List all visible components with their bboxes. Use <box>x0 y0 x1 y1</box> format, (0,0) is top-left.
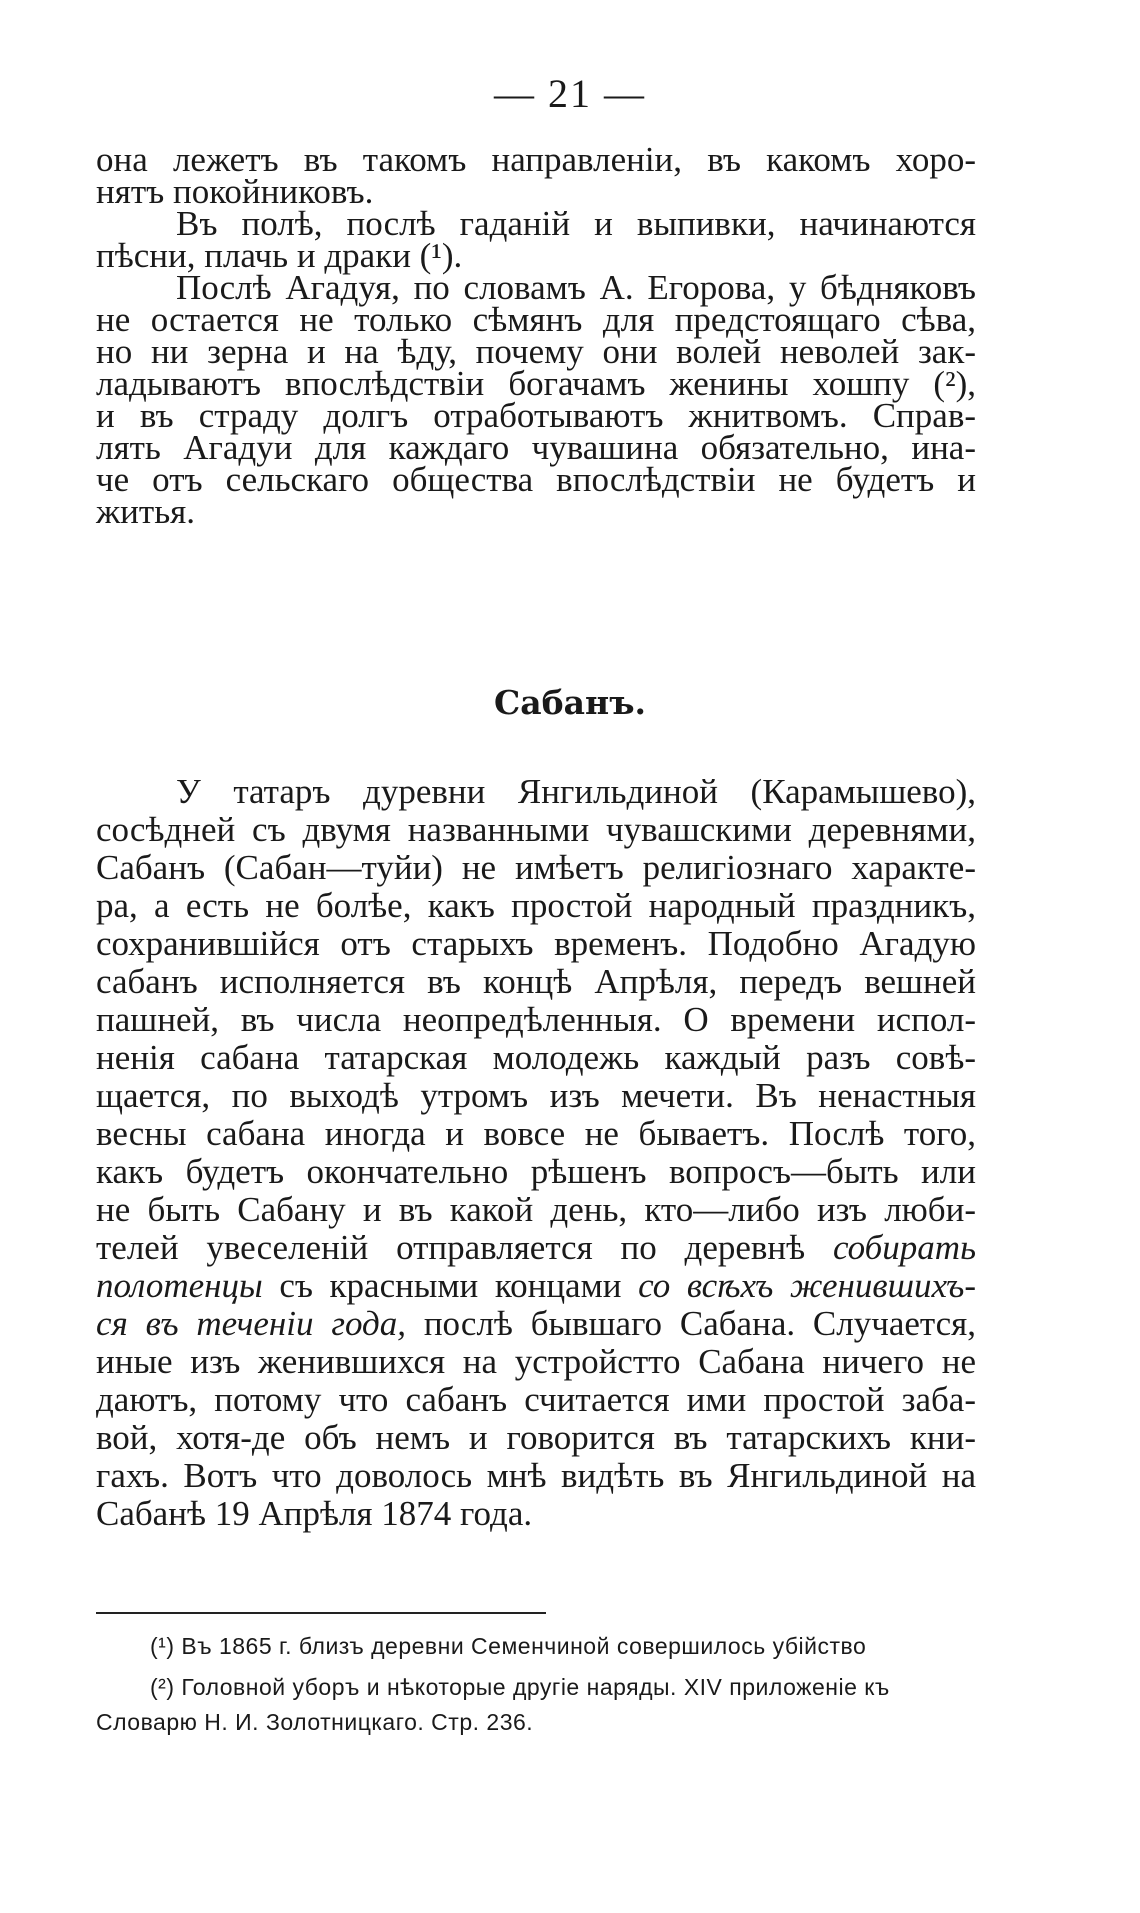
text-line: сабанъ исполняется въ концѣ Апрѣля, передъ вешней <box>96 962 976 1001</box>
section-title: Сабанъ. <box>494 683 646 722</box>
text-line: какъ будетъ окончательно рѣшенъ вопросъ—быть или <box>96 1152 976 1191</box>
text-run: телей увеселеній отправляется по деревнѣ <box>96 1228 806 1267</box>
text-line: весны сабана иногда и вовсе не бываетъ. Послѣ того, <box>96 1114 976 1153</box>
text-line: ра, а есть не болѣе, какъ простой народный праздникъ, <box>96 886 976 925</box>
text-line: нятъ покойниковъ. <box>96 172 374 211</box>
text-line: житья. <box>96 492 196 531</box>
text-line: пѣсни, плачь и драки (¹). <box>96 236 463 275</box>
text-line: сохранившійся отъ старыхъ временъ. Подобно Агадую <box>96 924 976 963</box>
text-line: Въ полѣ, послѣ гаданій и выпивки, начинаются <box>176 204 976 243</box>
text-line: не остается не только сѣмянъ для предстоящаго сѣва, <box>96 300 976 339</box>
text-line: Сабанѣ 19 Апрѣля 1874 года. <box>96 1494 533 1533</box>
footnote: Словарю Н. И. Золотницкаго. Стр. 236. <box>96 1709 534 1735</box>
text-line <box>96 1228 976 1268</box>
text-line: ладываютъ впослѣдствіи богачамъ женины хошпу (²), <box>96 364 976 403</box>
page-number: — 21 — <box>494 71 646 116</box>
text-line: Послѣ Агадуя, по словамъ А. Егорова, у бѣдняковъ <box>176 268 976 307</box>
footnote: (¹) Въ 1865 г. близъ деревни Семенчиной совершилось убійство <box>150 1633 867 1659</box>
text-line: не быть Сабану и въ какой день, кто—либо изъ люби- <box>96 1190 976 1229</box>
text-line: иные изъ женившихся на устройстто Сабана ничего не <box>96 1342 976 1381</box>
italic-run: собирать <box>832 1228 976 1267</box>
text-line: пашней, въ числа неопредѣленныя. О времени испол- <box>96 1000 976 1039</box>
text-line: гахъ. Вотъ что доволось мнѣ видѣть въ Янгильдиной на <box>96 1456 976 1495</box>
text-line <box>96 1304 976 1344</box>
text-run: послѣ бывшаго Сабана. Случается, <box>423 1304 977 1343</box>
text-line: сосѣдней съ двумя названными чувашскими деревнями, <box>96 810 976 849</box>
text-line: но ни зерна и на ѣду, почему они волей неволей зак- <box>96 332 976 371</box>
text-run: съ красными концами <box>279 1266 622 1305</box>
footnote: (²) Головной уборъ и нѣкоторые другіе наряды. XIV приложеніе къ <box>150 1674 890 1700</box>
italic-run: ся въ теченіи года, <box>96 1304 406 1343</box>
text-line: Сабанъ (Сабан—туйи) не имѣетъ религіознаго характе- <box>96 848 976 887</box>
text-line: У татаръ дуревни Янгильдиной (Карамышево), <box>176 772 976 811</box>
text-line: лять Агадуи для каждаго чувашина обязательно, ина- <box>96 428 976 467</box>
text-line: вой, хотя-де объ немъ и говорится въ татарскихъ кни- <box>96 1418 976 1457</box>
text-line: и въ страду долгъ отработываютъ жнитвомъ. Справ- <box>96 396 976 435</box>
text-line: щается, по выходѣ утромъ изъ мечети. Въ ненастныя <box>96 1076 976 1115</box>
text-line: она лежетъ въ такомъ направленіи, въ какомъ хоро- <box>96 140 976 179</box>
footnote-divider <box>96 1612 546 1614</box>
text-line: че отъ сельскаго общества впослѣдствіи не будетъ и <box>96 460 976 499</box>
text-line: ненія сабана татарская молодежь каждый разъ совѣ- <box>96 1038 976 1077</box>
text-line: даютъ, потому что сабанъ считается ими простой заба- <box>96 1380 976 1419</box>
text-line <box>96 1266 976 1306</box>
italic-run: полотенцы <box>96 1266 263 1305</box>
italic-run: со всѣхъ женившихъ- <box>638 1266 976 1305</box>
